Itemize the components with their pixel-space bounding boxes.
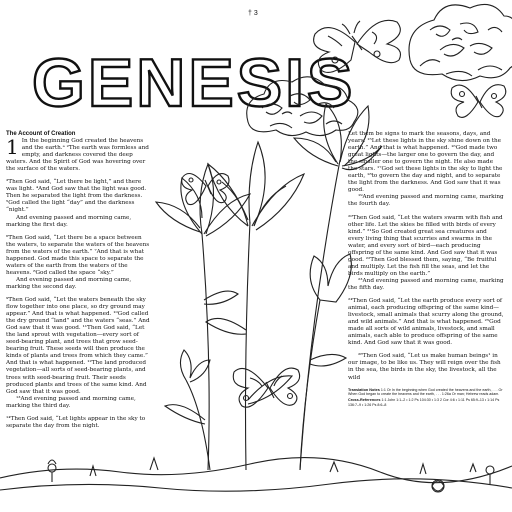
- book-title-text: GENESIS: [32, 45, 356, 121]
- verse-paragraph: [6, 135, 152, 173]
- verse-text: ³Then God said, “Let there be light,” and there was light. ⁴And God saw that the light was good. Then he separated the light from the darkness. ⁵God called the light “day” and the darkness “night.”: [6, 179, 147, 214]
- cross-references: [348, 398, 504, 407]
- verse-paragraph: [6, 416, 152, 430]
- butterfly-middle: [182, 174, 229, 205]
- verse-paragraph: [348, 215, 504, 293]
- text-column-right: [348, 131, 504, 407]
- chapter-number: 1: [6, 135, 19, 160]
- verse-text: In the beginning God created the heavens and the earth.ᵃ ²The earth was formless and empty, and darkness covered the deep waters. And the Spirit of God was hovering over the surface of the waters.: [6, 138, 149, 173]
- grass: [0, 458, 512, 492]
- cloud-top-right: [409, 4, 512, 80]
- verse-text: Let them be signs to mark the seasons, days, and years. ¹⁵Let these lights in the sky shine down on the earth.” And that is what happened. ¹⁶God made two great lights—the larger one to govern the day, and the smaller one to govern the night. He also made the stars. ¹⁷God set these lights in the sky to light the earth, ¹⁸to govern the day and night, and to separate the light from the darkness. And God saw that it was good.: [348, 131, 503, 194]
- verse-text: ²⁴Then God said, “Let the earth produce every sort of animal, each producing offspring of the same kind—livestock, small animals that scurry along the ground, and wild animals.” And that is what happened. ²⁵God made all sorts of wild animals, livestock, and small animals, each able to produce offspring of the same kind. And God saw that it was good.: [348, 298, 504, 347]
- verse-text: And evening passed and morning came, marking the first day.: [6, 214, 132, 228]
- xref-text: 1:1 John 1:1–2 • 1:2 Ps 104:30 • 1:3 2 Cor 4:6 • 1:11 Ps 65:9–13 • 1:14 Ps 136:7–9 • 1:26 Ps 8:6–8: [348, 398, 500, 407]
- verse-paragraph: [348, 353, 504, 381]
- cloud-middle: [247, 77, 358, 136]
- page-number: † 3: [248, 10, 258, 17]
- verse-text: ¹⁴Then God said, “Let lights appear in the sky to separate the day from the night.: [6, 415, 146, 429]
- notes-text: 1:1 Or In the beginning when God created the heavens and the earth, . . . Or When God began to create the heavens and the earth, . . . 1:26a Or man; Hebrew reads adam.: [348, 387, 503, 396]
- small-flowers: [48, 460, 494, 492]
- page-number-value: 3: [253, 10, 258, 17]
- verse-text: ²⁶Then God said, “Let us make human beings¹ in our image, to be like us. They will reign over the fish in the sea, the birds in the sky, the livestock, all the wild: [348, 353, 501, 381]
- verse-paragraph: [6, 297, 152, 410]
- verse-text: ⁹Then God said, “Let the waters beneath the sky flow together into one place, so dry ground may appear.” And that is what happened. ¹⁰God called the dry ground “land” and the waters “seas.” And God saw that it was good. ¹¹Then God said, “Let the land sprout with vegetation—every sort of seed-bearing plant, and trees that grow seed-bearing fruit. These seeds will then produce the kinds of plants and trees from which they came.” And that is what happened. ¹²The land produced vegetation—all sorts of seed-bearing plants, and trees with seed-bearing fruit. Their seeds produced plants and trees of the same kind. And God saw that it was good.: [6, 296, 150, 395]
- text-column-left: [6, 131, 152, 436]
- butterfly-low: [233, 368, 299, 407]
- butterfly-top: [314, 20, 401, 72]
- verse-paragraph: [6, 235, 152, 291]
- verse-paragraph: [6, 179, 152, 228]
- butterfly-right: [451, 85, 506, 118]
- verse-text: ¹³And evening passed and morning came, marking the third day.: [6, 395, 136, 409]
- translation-notes: [348, 388, 504, 397]
- verse-text: ⁶Then God said, “Let there be a space between the waters, to separate the waters of the heavens from the waters of the earth.” ⁷And that is what happened. God made this space to separate the waters of the earth from the waters of the heavens. ⁸God called the space “sky.”: [6, 234, 150, 276]
- verse-paragraph: [348, 131, 504, 209]
- verse-text: And evening passed and morning came, marking the second day.: [6, 276, 132, 290]
- verse-paragraph: [348, 298, 504, 347]
- xref-label: Cross-References: [348, 398, 381, 403]
- section-heading: The Account of Creation: [6, 131, 76, 137]
- notes-label: Translation Notes: [348, 387, 380, 392]
- verse-text: ¹⁹And evening passed and morning came, marking the fourth day.: [348, 194, 504, 208]
- verse-text: ²⁰Then God said, “Let the waters swarm with fish and other life. Let the skies be filled with birds of every kind.” ²¹So God created great sea creatures and every living thing that scurries and swarms in the water, and every sort of bird—each producing offspring of the same kind. And God saw that it was good. ²²Then God blessed them, saying, “Be fruitful and multiply. Let the fish fill the seas, and let the birds multiply on the earth.”: [348, 214, 503, 277]
- verse-text: ²³And evening passed and morning came, marking the fifth day.: [348, 277, 504, 291]
